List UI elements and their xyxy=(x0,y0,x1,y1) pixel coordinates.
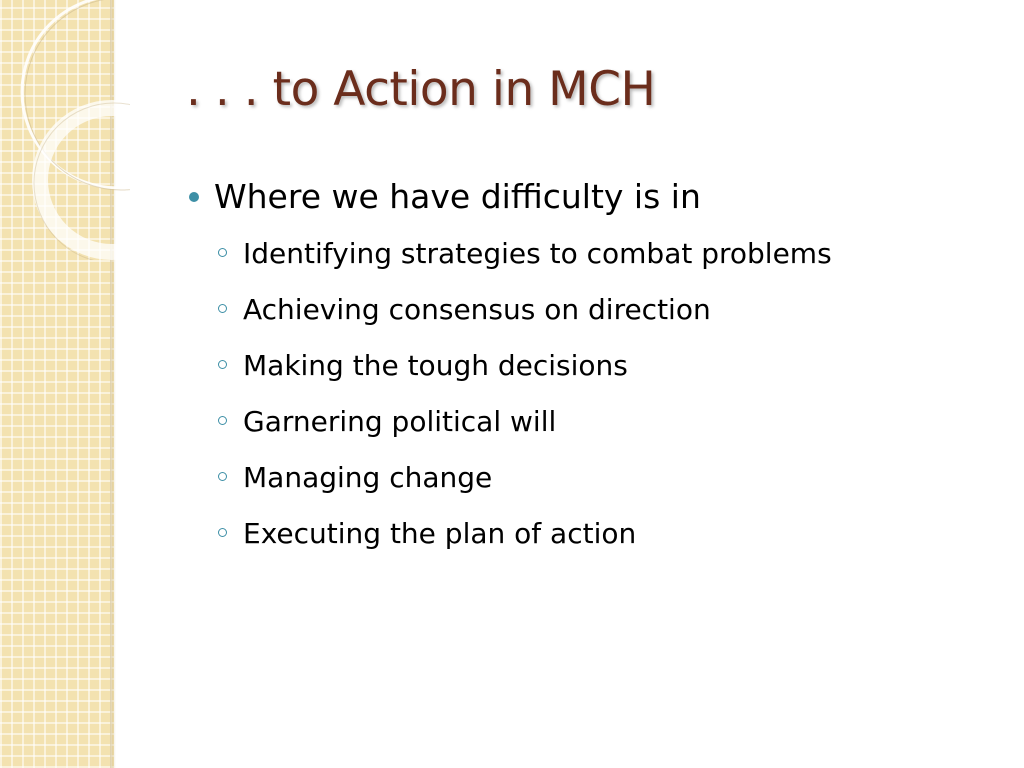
bullet-text: Where we have difficulty is in xyxy=(214,177,701,216)
slide-body xyxy=(186,172,986,562)
sub-bullet-text: Identifying strategies to combat problems xyxy=(243,237,832,270)
sub-bullet-text: Managing change xyxy=(243,461,493,494)
sub-bullet-text: Achieving consensus on direction xyxy=(243,293,711,326)
hollow-circle-bullet-icon xyxy=(218,304,227,313)
sub-bullet-item xyxy=(186,506,986,562)
sub-bullet-item xyxy=(186,282,986,338)
sub-bullet-text: Garnering political will xyxy=(243,405,557,438)
hollow-circle-bullet-icon xyxy=(218,248,227,257)
slide-title: . . . to Action in MCH xyxy=(186,62,656,117)
sub-bullet-item xyxy=(186,394,986,450)
sub-bullet-item xyxy=(186,450,986,506)
sub-bullet-text: Making the tough decisions xyxy=(243,349,628,382)
sub-bullet-item xyxy=(186,338,986,394)
hollow-circle-bullet-icon xyxy=(218,472,227,481)
filled-circle-bullet-icon xyxy=(189,192,199,202)
hollow-circle-bullet-icon xyxy=(218,416,227,425)
sub-bullet-text: Executing the plan of action xyxy=(243,517,637,550)
decorative-rings-icon xyxy=(0,0,130,260)
sub-bullet-list xyxy=(186,226,986,562)
hollow-circle-bullet-icon xyxy=(218,360,227,369)
sub-bullet-item xyxy=(186,226,986,282)
hollow-circle-bullet-icon xyxy=(218,528,227,537)
bullet-item xyxy=(186,172,986,222)
